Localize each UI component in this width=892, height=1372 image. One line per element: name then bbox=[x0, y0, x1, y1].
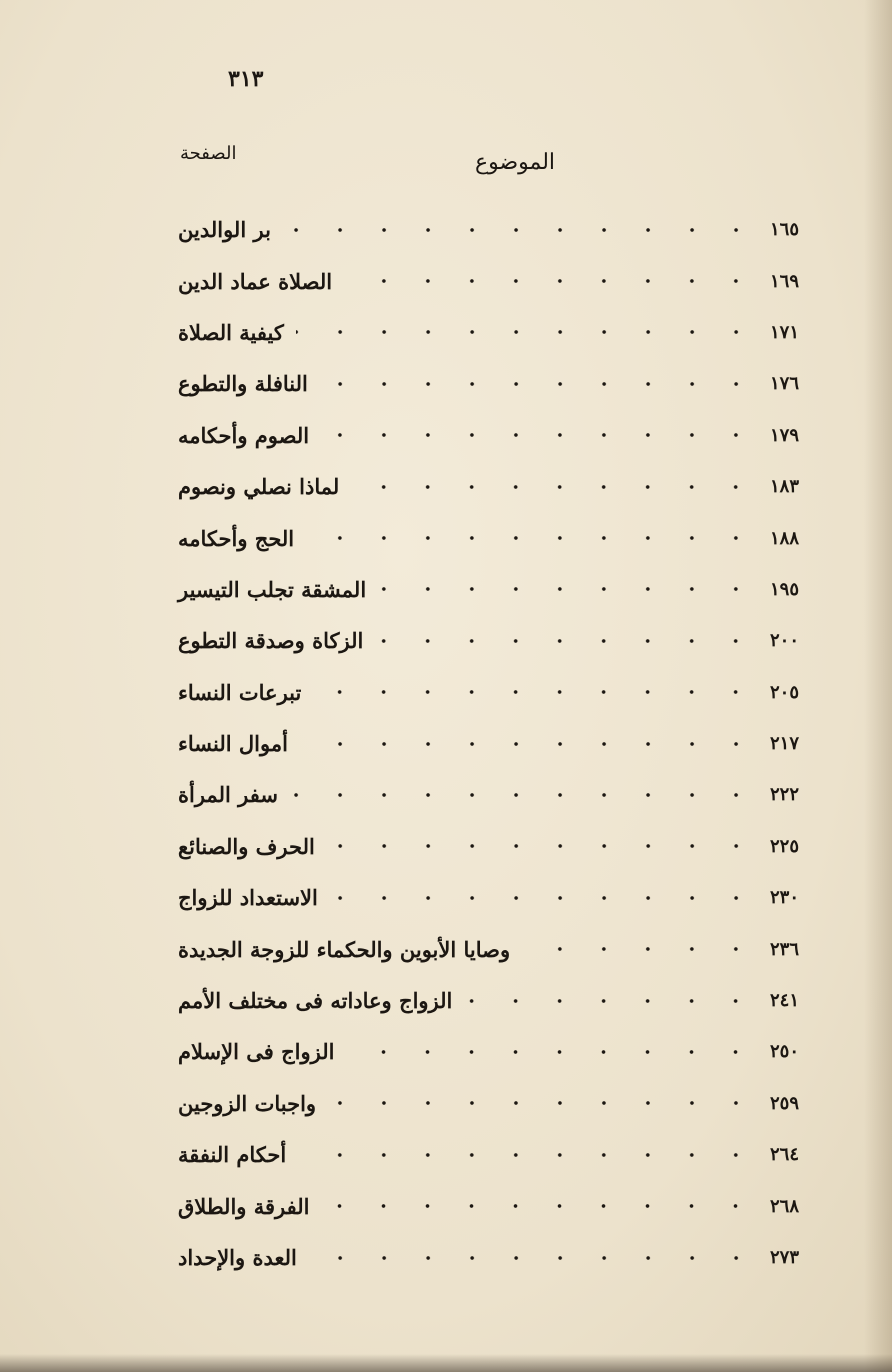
toc-entry bbox=[178, 512, 818, 563]
toc-entry-title: الحرف والصنائع bbox=[178, 833, 315, 859]
toc-entry-page: ٢٢٢ bbox=[770, 784, 800, 806]
toc-entry bbox=[178, 1232, 818, 1283]
toc-entry-title: سفر المرأة bbox=[178, 782, 278, 808]
dot-leader bbox=[464, 999, 758, 1003]
toc-entry-page: ١٦٩ bbox=[770, 270, 800, 292]
dot-leader bbox=[522, 947, 758, 951]
toc-entry bbox=[178, 564, 818, 615]
page-number: ٣١٣ bbox=[228, 66, 264, 92]
dot-leader bbox=[330, 896, 758, 900]
toc-entry-title: بر الوالدين bbox=[178, 217, 271, 243]
toc-entry-page: ٢٣٠ bbox=[770, 887, 800, 909]
dot-leader bbox=[328, 1101, 758, 1105]
dot-leader bbox=[378, 587, 758, 591]
toc-entry bbox=[178, 821, 818, 872]
dot-leader bbox=[346, 1050, 758, 1054]
dot-leader bbox=[306, 536, 758, 540]
dot-leader bbox=[320, 382, 758, 386]
toc-entry-page: ٢٥٩ bbox=[770, 1092, 800, 1114]
toc-entry bbox=[178, 307, 818, 358]
toc-entry-page: ١٧١ bbox=[770, 321, 800, 343]
toc-entry-page: ١٧٦ bbox=[770, 373, 800, 395]
dot-leader bbox=[290, 793, 758, 797]
toc-entry bbox=[178, 769, 818, 820]
toc-entry-page: ٢٤١ bbox=[770, 990, 800, 1012]
toc-entry-page: ٢٠٠ bbox=[770, 630, 800, 652]
toc-entry-title: العدة والإحداد bbox=[178, 1245, 297, 1270]
toc-entry bbox=[178, 718, 818, 769]
toc-entry-page: ٢٣٦ bbox=[770, 938, 800, 960]
toc-entry-title: المشقة تجلب التيسير bbox=[178, 576, 367, 602]
toc-entry-page: ٢٥٠ bbox=[770, 1041, 800, 1063]
toc-entry-title: وصايا الأبوين والحكماء للزوجة الجديدة bbox=[178, 936, 511, 962]
dot-leader bbox=[283, 228, 758, 232]
toc-entry bbox=[178, 1078, 818, 1129]
toc-entry bbox=[178, 667, 818, 718]
toc-entry-page: ٢١٧ bbox=[770, 733, 800, 755]
toc-entry bbox=[178, 975, 818, 1026]
toc-entry-page: ٢٧٣ bbox=[770, 1247, 800, 1268]
table-of-contents bbox=[178, 204, 818, 1283]
dot-leader bbox=[321, 1204, 758, 1208]
toc-entry-page: ١٦٥ bbox=[770, 219, 800, 241]
toc-entry-title: لماذا نصلي ونصوم bbox=[178, 474, 340, 500]
toc-entry-page: ١٨٨ bbox=[770, 527, 800, 549]
toc-entry-title: أموال النساء bbox=[178, 731, 288, 757]
toc-entry bbox=[178, 1026, 818, 1077]
toc-entry-title: الفرقة والطلاق bbox=[178, 1193, 310, 1219]
toc-entry-page: ٢٠٥ bbox=[770, 681, 800, 703]
toc-entry-title: الزواج فى الإسلام bbox=[178, 1039, 335, 1065]
toc-entry-title: كيفية الصلاة bbox=[178, 319, 284, 345]
toc-entry bbox=[178, 461, 818, 512]
dot-leader bbox=[327, 844, 758, 848]
toc-entry-title: الزواج وعاداته فى مختلف الأمم bbox=[178, 988, 453, 1014]
toc-entry-page: ١٩٥ bbox=[770, 578, 800, 600]
toc-entry-title: واجبات الزوجين bbox=[178, 1090, 317, 1116]
dot-leader bbox=[351, 485, 758, 489]
toc-entry bbox=[178, 1129, 818, 1180]
toc-entry bbox=[178, 615, 818, 666]
dot-leader bbox=[298, 1153, 758, 1157]
toc-entry-title: أحكام النفقة bbox=[178, 1142, 287, 1168]
toc-entry bbox=[178, 410, 818, 461]
toc-entry-page: ١٨٣ bbox=[770, 476, 800, 498]
toc-entry bbox=[178, 872, 818, 923]
toc-entry bbox=[178, 204, 818, 255]
toc-entry bbox=[178, 255, 818, 306]
toc-entry-page: ١٧٩ bbox=[770, 424, 800, 446]
dot-leader bbox=[309, 1256, 758, 1260]
dot-leader bbox=[313, 690, 758, 694]
page-column-header: الصفحة bbox=[180, 143, 237, 164]
toc-entry-title: تبرعات النساء bbox=[178, 679, 302, 705]
dot-leader bbox=[300, 742, 758, 746]
dot-leader bbox=[344, 279, 758, 283]
toc-entry-title: الزكاة وصدقة التطوع bbox=[178, 628, 364, 654]
toc-entry bbox=[178, 358, 818, 409]
subject-column-header: الموضوع bbox=[474, 150, 556, 175]
dot-leader bbox=[296, 330, 758, 334]
toc-entry-title: الحج وأحكامه bbox=[178, 525, 295, 551]
toc-entry-page: ٢٦٤ bbox=[770, 1144, 800, 1166]
toc-entry-title: الصلاة عماد الدين bbox=[178, 268, 333, 294]
dot-leader bbox=[375, 639, 758, 643]
spine-shadow bbox=[864, 0, 892, 1372]
dot-leader bbox=[321, 433, 758, 437]
bottom-edge-shadow bbox=[0, 1354, 892, 1372]
toc-entry-title: الاستعداد للزواج bbox=[178, 885, 318, 911]
toc-entry-page: ٢٢٥ bbox=[770, 835, 800, 857]
toc-entry-page: ٢٦٨ bbox=[770, 1195, 800, 1217]
toc-entry bbox=[178, 923, 818, 974]
toc-entry-title: الصوم وأحكامه bbox=[178, 422, 310, 448]
toc-entry bbox=[178, 1180, 818, 1231]
toc-entry-title: النافلة والتطوع bbox=[178, 371, 308, 397]
